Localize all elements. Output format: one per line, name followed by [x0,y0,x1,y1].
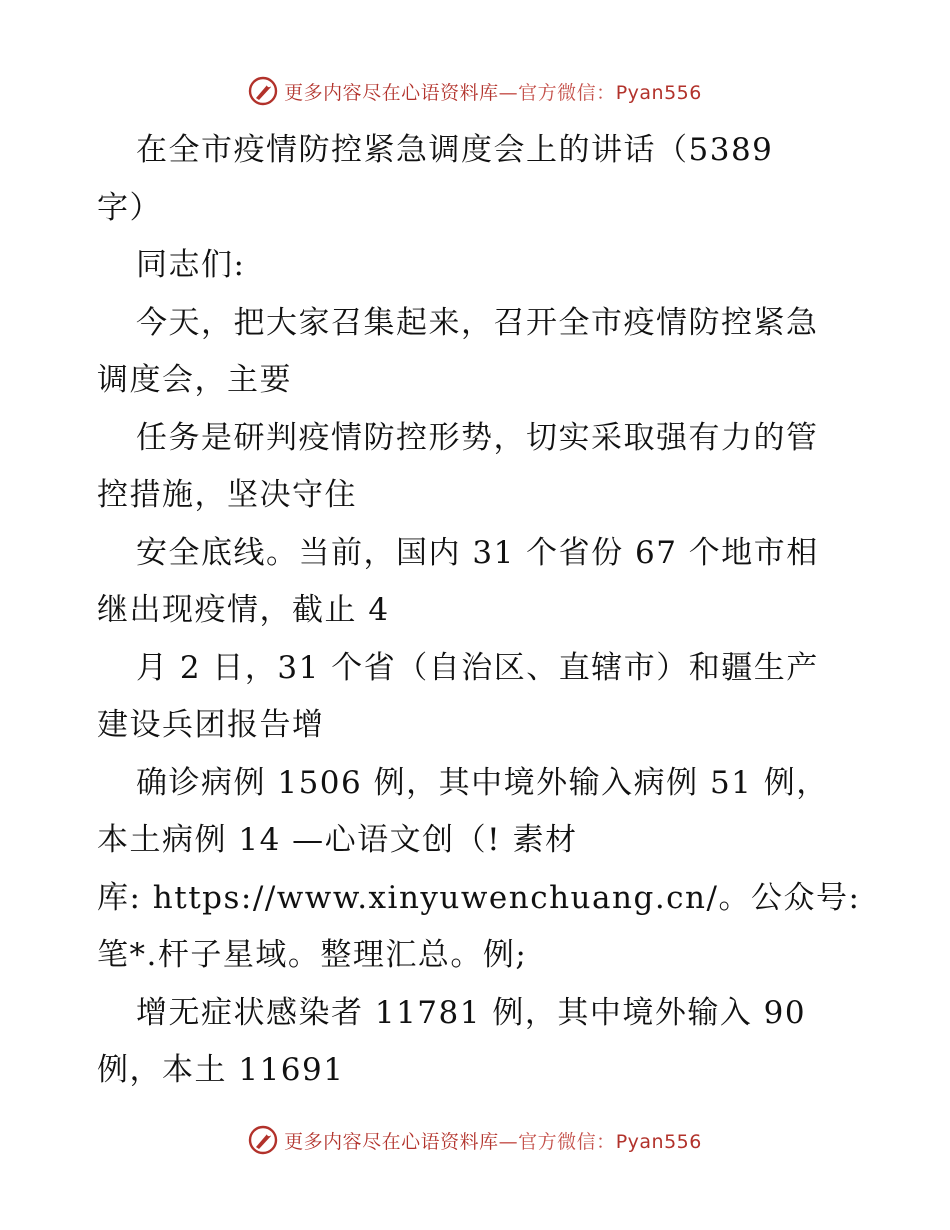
watermark-id: Pyan556 [615,81,702,104]
line: 在全市疫情防控紧急调度会上的讲话（5389 [136,132,774,168]
line: 确诊病例 1506 例，其中境外输入病例 51 例， [136,764,829,801]
line: 同志们: [136,247,246,283]
watermark-main: 更多内容尽在心语资料库 [284,81,499,104]
watermark-separator: —官方微信： [498,81,616,104]
document-body [97,122,861,1100]
watermark-text [284,1127,702,1154]
line: 笔*.杆子星域。整理汇总。例; [97,937,528,973]
line: 例，本土 11691 [97,1052,345,1088]
line: 今天，把大家召集起来，召开全市疫情防控紧急 [136,304,819,341]
header-watermark [0,74,950,108]
line: 建设兵团报告增 [97,707,325,743]
line: 库: https://www.xinyuwenchuang.cn/。公众号: [97,879,861,916]
paragraph [97,525,857,640]
watermark-main: 更多内容尽在心语资料库 [284,1130,499,1153]
paragraph [97,755,857,870]
line: 增无症状感染者 11781 例，其中境外输入 90 [136,994,807,1031]
paragraph [97,640,857,755]
quill-pen-logo-icon [248,76,278,106]
footer-watermark [0,1123,950,1157]
paragraph [97,295,857,410]
paragraph [97,985,857,1100]
watermark-text [284,78,702,105]
paragraph-title [97,122,857,237]
line: 本土病例 14 —心语文创（! 素材 [97,822,578,858]
line: 安全底线。当前，国内 31 个省份 67 个地市相 [136,534,819,571]
line: 控措施，坚决守住 [97,477,357,513]
line: 继出现疫情，截止 4 [97,592,390,628]
line: 调度会，主要 [97,362,292,398]
paragraph [97,870,861,985]
paragraph-salutation [97,237,857,295]
watermark-id: Pyan556 [615,1130,702,1153]
quill-pen-logo-icon [248,1125,278,1155]
line: 字） [97,189,162,226]
watermark-separator: —官方微信： [498,1130,616,1153]
line: 月 2 日，31 个省（自治区、直辖市）和疆生产 [136,649,819,686]
line: 任务是研判疫情防控形势，切实采取强有力的管 [136,419,819,456]
paragraph [97,410,857,525]
